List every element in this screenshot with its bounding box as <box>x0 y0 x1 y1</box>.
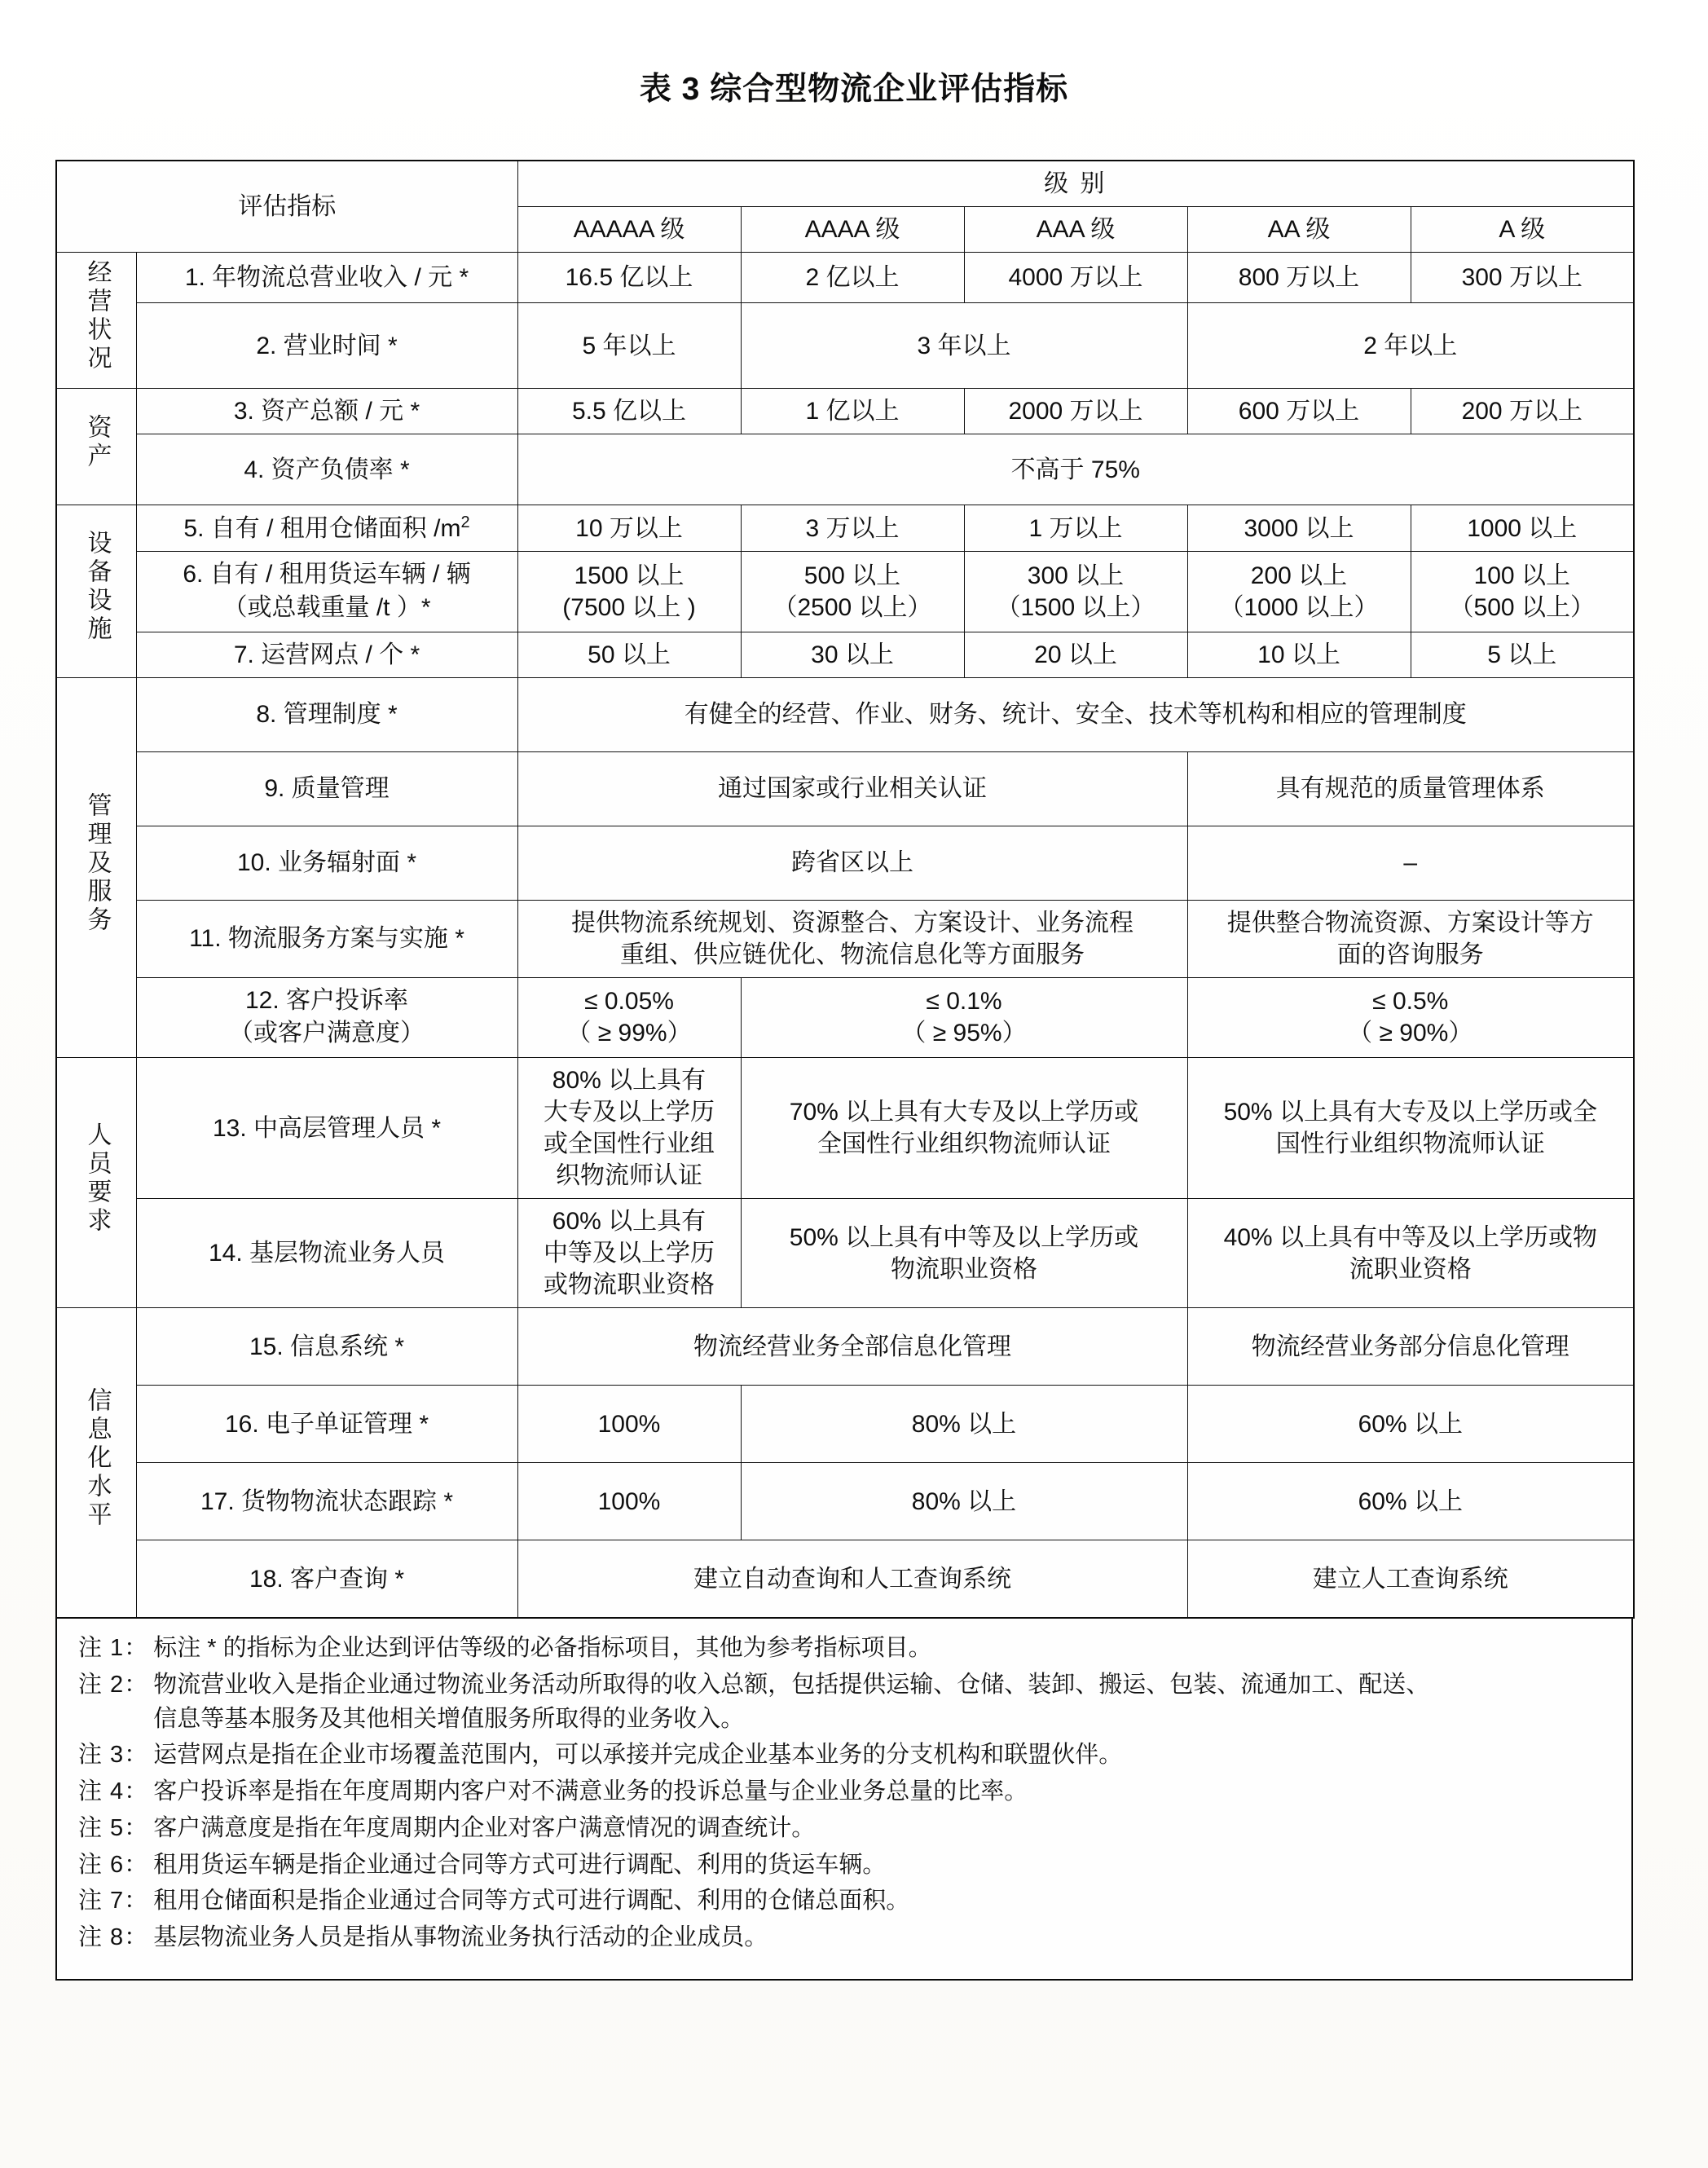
note-line-2: 信息等基本服务及其他相关增值服务所取得的业务收入。 <box>153 1705 745 1732</box>
indicator-label <box>136 977 517 1058</box>
table-row <box>56 552 1634 632</box>
cell-line-2: 物流职业资格 <box>891 1255 1037 1283</box>
indicator-label: 15. 信息系统 * <box>136 1308 517 1386</box>
table-row <box>56 389 1634 434</box>
cell-value: 5.5 亿以上 <box>517 389 741 434</box>
group-label-equipment-facilities: 设备设施 <box>56 505 136 678</box>
cell-value: 通过国家或行业相关认证 <box>517 751 1187 826</box>
cell-line-2: 中等及以上学历 <box>544 1240 715 1267</box>
cell-value: 有健全的经营、作业、财务、统计、安全、技术等机构和相应的管理制度 <box>517 677 1634 751</box>
cell-line-2: 国性行业组织物流师认证 <box>1275 1130 1545 1158</box>
table-row <box>56 1199 1634 1308</box>
indicator-label <box>136 552 517 632</box>
indicator-label: 7. 运营网点 / 个 * <box>136 632 517 677</box>
table-row <box>56 1463 1634 1540</box>
table-row <box>56 1386 1634 1463</box>
note-item <box>78 1921 1610 1955</box>
indicator-label: 8. 管理制度 * <box>136 677 517 751</box>
indicator-label: 10. 业务辐射面 * <box>136 826 517 900</box>
page-title: 表 3 综合型物流企业评估指标 <box>639 72 1069 107</box>
cell-value: 跨省区以上 <box>517 826 1187 900</box>
cell-value <box>517 977 741 1058</box>
cell-line-2: 面的咨询服务 <box>1336 941 1484 968</box>
cell-value <box>517 1199 741 1308</box>
cell-line-1: 200 以上 <box>1250 562 1348 589</box>
group-label-management-services: 管理及服务 <box>56 677 136 1058</box>
header-level-aaaaa: AAAAA 级 <box>517 207 741 253</box>
cell-value <box>1187 1058 1634 1199</box>
note-text: 标注 * 的指标为企业达到评估等级的必备指标项目，其他为参考指标项目。 <box>153 1635 932 1662</box>
cell-line-2: (7500 以上 ) <box>562 593 696 621</box>
note-label: 注 4： <box>78 1778 149 1805</box>
cell-value: 300 万以上 <box>1411 253 1634 303</box>
cell-value: 100% <box>517 1463 741 1540</box>
indicator-label <box>136 505 517 552</box>
cell-value <box>741 1199 1187 1308</box>
cell-line-2: （ ≥ 95%） <box>901 1020 1027 1047</box>
cell-value <box>741 552 964 632</box>
note-label: 注 3： <box>78 1742 149 1769</box>
cell-value: 80% 以上 <box>741 1386 1187 1463</box>
note-item <box>78 1812 1610 1846</box>
cell-value <box>741 977 1187 1058</box>
header-level-aaa: AAA 级 <box>964 207 1187 253</box>
cell-line-1: 500 以上 <box>803 562 901 589</box>
indicator-label: 3. 资产总额 / 元 * <box>136 389 517 434</box>
cell-value: 具有规范的质量管理体系 <box>1187 751 1634 826</box>
indicator-label: 13. 中高层管理人员 * <box>136 1058 517 1199</box>
cell-line-2: （1500 以上） <box>996 593 1156 621</box>
indicator-label: 4. 资产负债率 * <box>136 434 517 505</box>
header-level-aa: AA 级 <box>1187 207 1411 253</box>
table-row <box>56 632 1634 677</box>
note-text <box>153 1668 1610 1737</box>
cell-value: 80% 以上 <box>741 1463 1187 1540</box>
cell-line-1: 50% 以上具有大专及以上学历或全 <box>1223 1099 1597 1126</box>
cell-line-1: 100 以上 <box>1473 562 1570 589</box>
table-row <box>56 677 1634 751</box>
cell-value: 20 以上 <box>964 632 1187 677</box>
note-text: 租用货运车辆是指企业通过合同等方式可进行调配、利用的货运车辆。 <box>153 1851 887 1878</box>
header-levels-group: 级 别 <box>517 161 1634 207</box>
header-level-a: A 级 <box>1411 207 1634 253</box>
table-row <box>56 977 1634 1058</box>
indicator-label: 9. 质量管理 <box>136 751 517 826</box>
table-row <box>56 434 1634 505</box>
cell-value: 16.5 亿以上 <box>517 253 741 303</box>
cell-line-1: 80% 以上具有 <box>552 1067 707 1095</box>
table-row <box>56 303 1634 389</box>
note-item <box>78 1668 1610 1737</box>
cell-value <box>1411 552 1634 632</box>
cell-value: 10 万以上 <box>517 505 741 552</box>
group-label-operating-status: 经营状况 <box>56 253 136 389</box>
indicator-line-2: （或总载重量 /t ）* <box>222 593 431 621</box>
note-label: 注 5： <box>78 1814 149 1841</box>
note-label: 注 7： <box>78 1888 149 1915</box>
indicator-text: 5. 自有 / 租用仓储面积 /m <box>183 515 461 542</box>
cell-value: 3 万以上 <box>741 505 964 552</box>
note-text: 运营网点是指在企业市场覆盖范围内，可以承接并完成企业基本业务的分支机构和联盟伙伴。 <box>153 1742 1123 1769</box>
cell-value: 3 年以上 <box>741 303 1187 389</box>
cell-value: 5 年以上 <box>517 303 741 389</box>
cell-value <box>1187 552 1411 632</box>
note-label: 注 6： <box>78 1851 149 1878</box>
table-row <box>56 505 1634 552</box>
indicator-label: 11. 物流服务方案与实施 * <box>136 900 517 977</box>
cell-line-2: （2500 以上） <box>773 593 932 621</box>
cell-line-2: 全国性行业组织物流师认证 <box>817 1130 1111 1158</box>
cell-value: 800 万以上 <box>1187 253 1411 303</box>
indicator-line-2: （或客户满意度） <box>229 1020 425 1047</box>
indicator-line-1: 6. 自有 / 租用货运车辆 / 辆 <box>183 561 471 588</box>
note-line-1: 物流营业收入是指企业通过物流业务活动所取得的收入总额，包括提供运输、仓储、装卸、搬运、包装、流通加工、配送、 <box>153 1671 1430 1698</box>
table-row <box>56 1540 1634 1619</box>
cell-line-1: ≤ 0.05% <box>584 988 674 1016</box>
cell-line-3: 或全国性行业组 <box>544 1130 715 1158</box>
table-header-row-1 <box>56 161 1634 207</box>
notes-section <box>55 1619 1633 1981</box>
cell-value: 物流经营业务全部信息化管理 <box>517 1308 1187 1386</box>
cell-line-1: 提供整合物流资源、方案设计等方 <box>1226 909 1594 936</box>
cell-value: 建立人工查询系统 <box>1187 1540 1634 1619</box>
cell-value: 物流经营业务部分信息化管理 <box>1187 1308 1634 1386</box>
indicator-label: 1. 年物流总营业收入 / 元 * <box>136 253 517 303</box>
cell-line-2: 流职业资格 <box>1349 1255 1472 1283</box>
indicator-label: 16. 电子单证管理 * <box>136 1386 517 1463</box>
note-item <box>78 1738 1610 1773</box>
cell-line-2: （500 以上） <box>1449 593 1595 621</box>
note-text: 租用仓储面积是指企业通过合同等方式可进行调配、利用的仓储总面积。 <box>153 1888 910 1915</box>
cell-line-1: 1500 以上 <box>574 562 685 589</box>
cell-line-1: ≤ 0.1% <box>926 988 1002 1016</box>
cell-value <box>1187 1199 1634 1308</box>
cell-value <box>741 1058 1187 1199</box>
cell-value: – <box>1187 826 1634 900</box>
cell-value: 600 万以上 <box>1187 389 1411 434</box>
cell-line-2: （ ≥ 99%） <box>566 1020 692 1047</box>
note-text: 客户满意度是指在年度周期内企业对客户满意情况的调查统计。 <box>153 1814 816 1841</box>
cell-value: 100% <box>517 1386 741 1463</box>
cell-value: 60% 以上 <box>1187 1386 1634 1463</box>
cell-line-1: 50% 以上具有中等及以上学历或 <box>789 1223 1139 1251</box>
cell-value: 10 以上 <box>1187 632 1411 677</box>
cell-line-1: 60% 以上具有 <box>552 1208 707 1236</box>
table-row <box>56 253 1634 303</box>
indicator-label: 2. 营业时间 * <box>136 303 517 389</box>
cell-line-2: 重组、供应链优化、物流信息化等方面服务 <box>620 941 1085 968</box>
cell-value <box>1187 900 1634 977</box>
cell-value: 50 以上 <box>517 632 741 677</box>
cell-value: 不高于 75% <box>517 434 1634 505</box>
note-item <box>78 1775 1610 1809</box>
cell-line-2: （1000 以上） <box>1219 593 1379 621</box>
cell-line-2: 大专及以上学历 <box>544 1099 715 1126</box>
cell-value: 60% 以上 <box>1187 1463 1634 1540</box>
cell-line-1: 70% 以上具有大专及以上学历或 <box>789 1099 1139 1126</box>
header-indicator-col: 评估指标 <box>56 161 517 253</box>
cell-value: 5 以上 <box>1411 632 1634 677</box>
indicator-line-1: 12. 客户投诉率 <box>244 986 409 1014</box>
table-row <box>56 751 1634 826</box>
superscript-2: 2 <box>460 513 470 531</box>
cell-value <box>517 900 1187 977</box>
cell-value: 200 万以上 <box>1411 389 1634 434</box>
group-label-personnel-requirements: 人员要求 <box>56 1058 136 1308</box>
note-text: 基层物流业务人员是指从事物流业务执行活动的企业成员。 <box>153 1924 768 1951</box>
note-label: 注 8： <box>78 1924 149 1951</box>
cell-line-1: 40% 以上具有中等及以上学历或物 <box>1223 1223 1597 1251</box>
cell-value: 2 亿以上 <box>741 253 964 303</box>
cell-value <box>517 552 741 632</box>
group-label-assets: 资产 <box>56 389 136 505</box>
cell-line-2: （ ≥ 90%） <box>1348 1020 1473 1047</box>
cell-value: 1000 以上 <box>1411 505 1634 552</box>
cell-value <box>964 552 1187 632</box>
indicator-label: 17. 货物物流状态跟踪 * <box>136 1463 517 1540</box>
evaluation-table-wrapper <box>55 160 1633 1981</box>
table-row <box>56 1058 1634 1199</box>
indicator-label: 14. 基层物流业务人员 <box>136 1199 517 1308</box>
note-text: 客户投诉率是指在年度周期内客户对不满意业务的投诉总量与企业业务总量的比率。 <box>153 1778 1028 1805</box>
group-label-informatization-level: 信息化水平 <box>56 1308 136 1619</box>
cell-value: 2 年以上 <box>1187 303 1634 389</box>
note-item <box>78 1632 1610 1666</box>
cell-value: 4000 万以上 <box>964 253 1187 303</box>
cell-line-4: 织物流师认证 <box>556 1162 702 1190</box>
cell-value: 3000 以上 <box>1187 505 1411 552</box>
cell-value: 1 万以上 <box>964 505 1187 552</box>
cell-value: 30 以上 <box>741 632 964 677</box>
cell-line-1: 300 以上 <box>1027 562 1125 589</box>
note-label: 注 1： <box>78 1635 149 1662</box>
cell-value <box>1187 977 1634 1058</box>
table-row <box>56 1308 1634 1386</box>
note-item <box>78 1884 1610 1919</box>
cell-value <box>517 1058 741 1199</box>
header-level-aaaa: AAAA 级 <box>741 207 964 253</box>
note-label: 注 2： <box>78 1671 149 1698</box>
table-row <box>56 826 1634 900</box>
indicator-label: 18. 客户查询 * <box>136 1540 517 1619</box>
cell-line-1: ≤ 0.5% <box>1372 988 1449 1016</box>
cell-line-1: 提供物流系统规划、资源整合、方案设计、业务流程 <box>571 909 1134 936</box>
evaluation-table <box>55 160 1635 1619</box>
cell-value: 2000 万以上 <box>964 389 1187 434</box>
table-row <box>56 900 1634 977</box>
note-item <box>78 1849 1610 1883</box>
cell-line-3: 或物流职业资格 <box>544 1271 715 1299</box>
cell-value: 1 亿以上 <box>741 389 964 434</box>
cell-value: 建立自动查询和人工查询系统 <box>517 1540 1187 1619</box>
